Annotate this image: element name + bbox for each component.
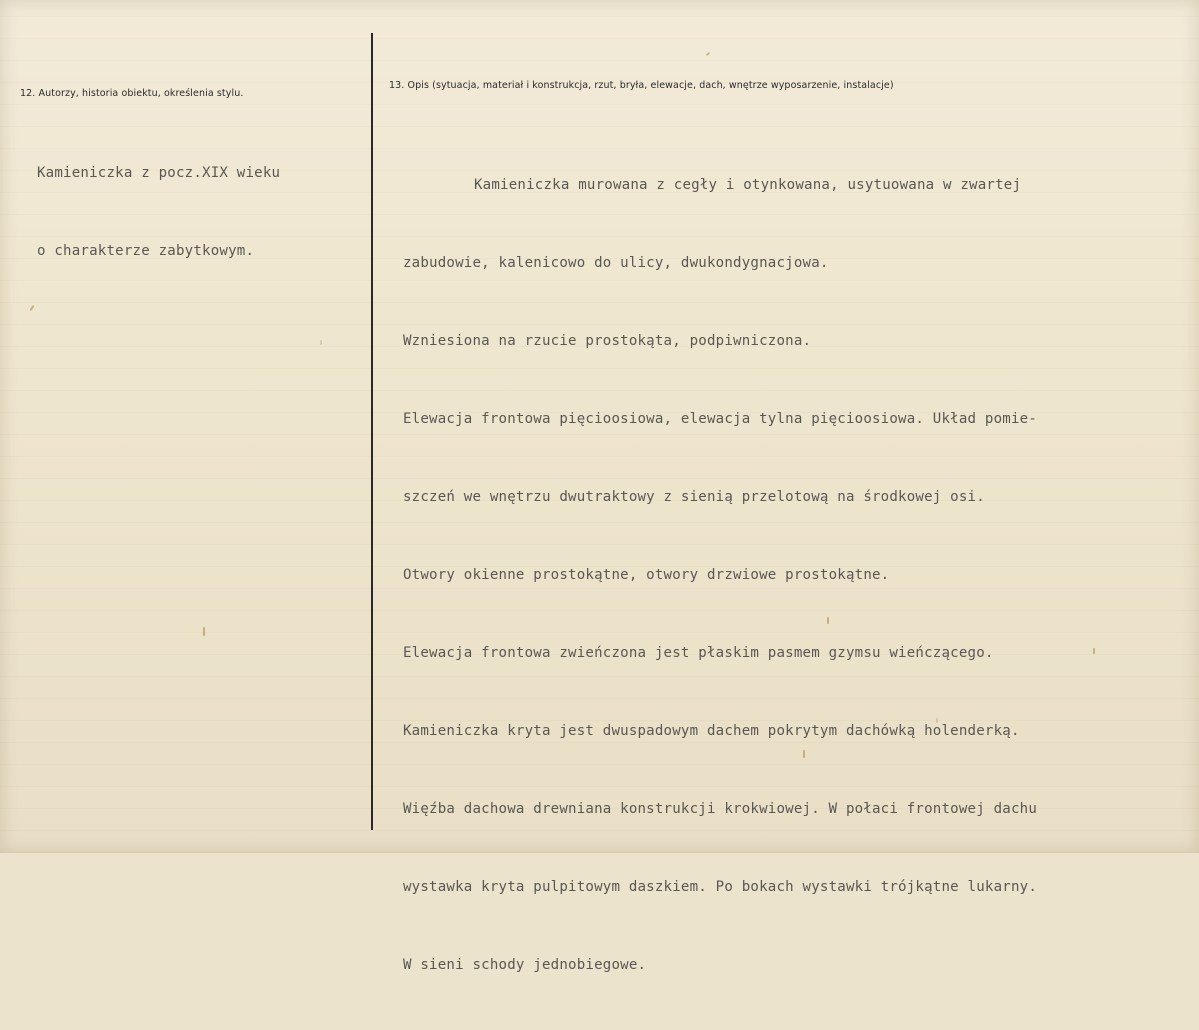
paper-speck — [1093, 648, 1095, 654]
paper-speck — [29, 305, 34, 311]
field-12-line: Kamieniczka z pocz.XIX wieku — [37, 165, 281, 181]
paper-speck — [320, 340, 322, 345]
paper-speck — [706, 52, 710, 56]
field-12-content — [37, 108, 280, 316]
field-13-content — [403, 120, 1037, 1030]
field-13-label: 13. Opis (sytuacja, materiał i konstrukcja, rzut, bryła, elewacje, dach, wnętrze wyposarzenie, instalacje) — [389, 80, 894, 91]
field-13-line: Kamieniczka murowana z cegły i otynkowana, usytuowana w zwartej — [474, 177, 1022, 193]
paper-speck — [803, 750, 805, 758]
field-13-line: zabudowie, kalenicowo do ulicy, dwukondygnacjowa. — [403, 255, 829, 271]
field-13-line: szczeń we wnętrzu dwutraktowy z sienią przelotową na środkowej osi. — [403, 489, 985, 505]
field-12-line: o charakterze zabytkowym. — [37, 243, 255, 259]
field-13-line: Elewacja frontowa pięcioosiowa, elewacja tylna pięcioosiowa. Układ pomie- — [403, 411, 1038, 427]
paper-speck — [936, 718, 938, 723]
field-13-line: Elewacja frontowa zwieńczona jest płaskim pasmem gzymsu wieńczącego. — [403, 645, 994, 661]
field-12-label: 12. Autorzy, historia obiektu, określenia stylu. — [20, 88, 244, 99]
field-13-line: Kamieniczka kryta jest dwuspadowym dachem pokrytym dachówką holenderką. — [403, 723, 1020, 739]
field-13-line: W sieni schody jednobiegowe. — [403, 957, 647, 973]
field-13-line: Wzniesiona na rzucie prostokąta, podpiwniczona. — [403, 333, 812, 349]
paper-speck — [203, 627, 205, 636]
paper-speck — [827, 617, 829, 624]
field-13-line: Więźba dachowa drewniana konstrukcji krokwiowej. W połaci frontowej dachu — [403, 801, 1038, 817]
field-13-line: Otwory okienne prostokątne, otwory drzwiowe prostokątne. — [403, 567, 890, 583]
column-divider — [371, 33, 373, 830]
field-13-line: wystawka kryta pulpitowym daszkiem. Po bokach wystawki trójkątne lukarny. — [403, 879, 1038, 895]
